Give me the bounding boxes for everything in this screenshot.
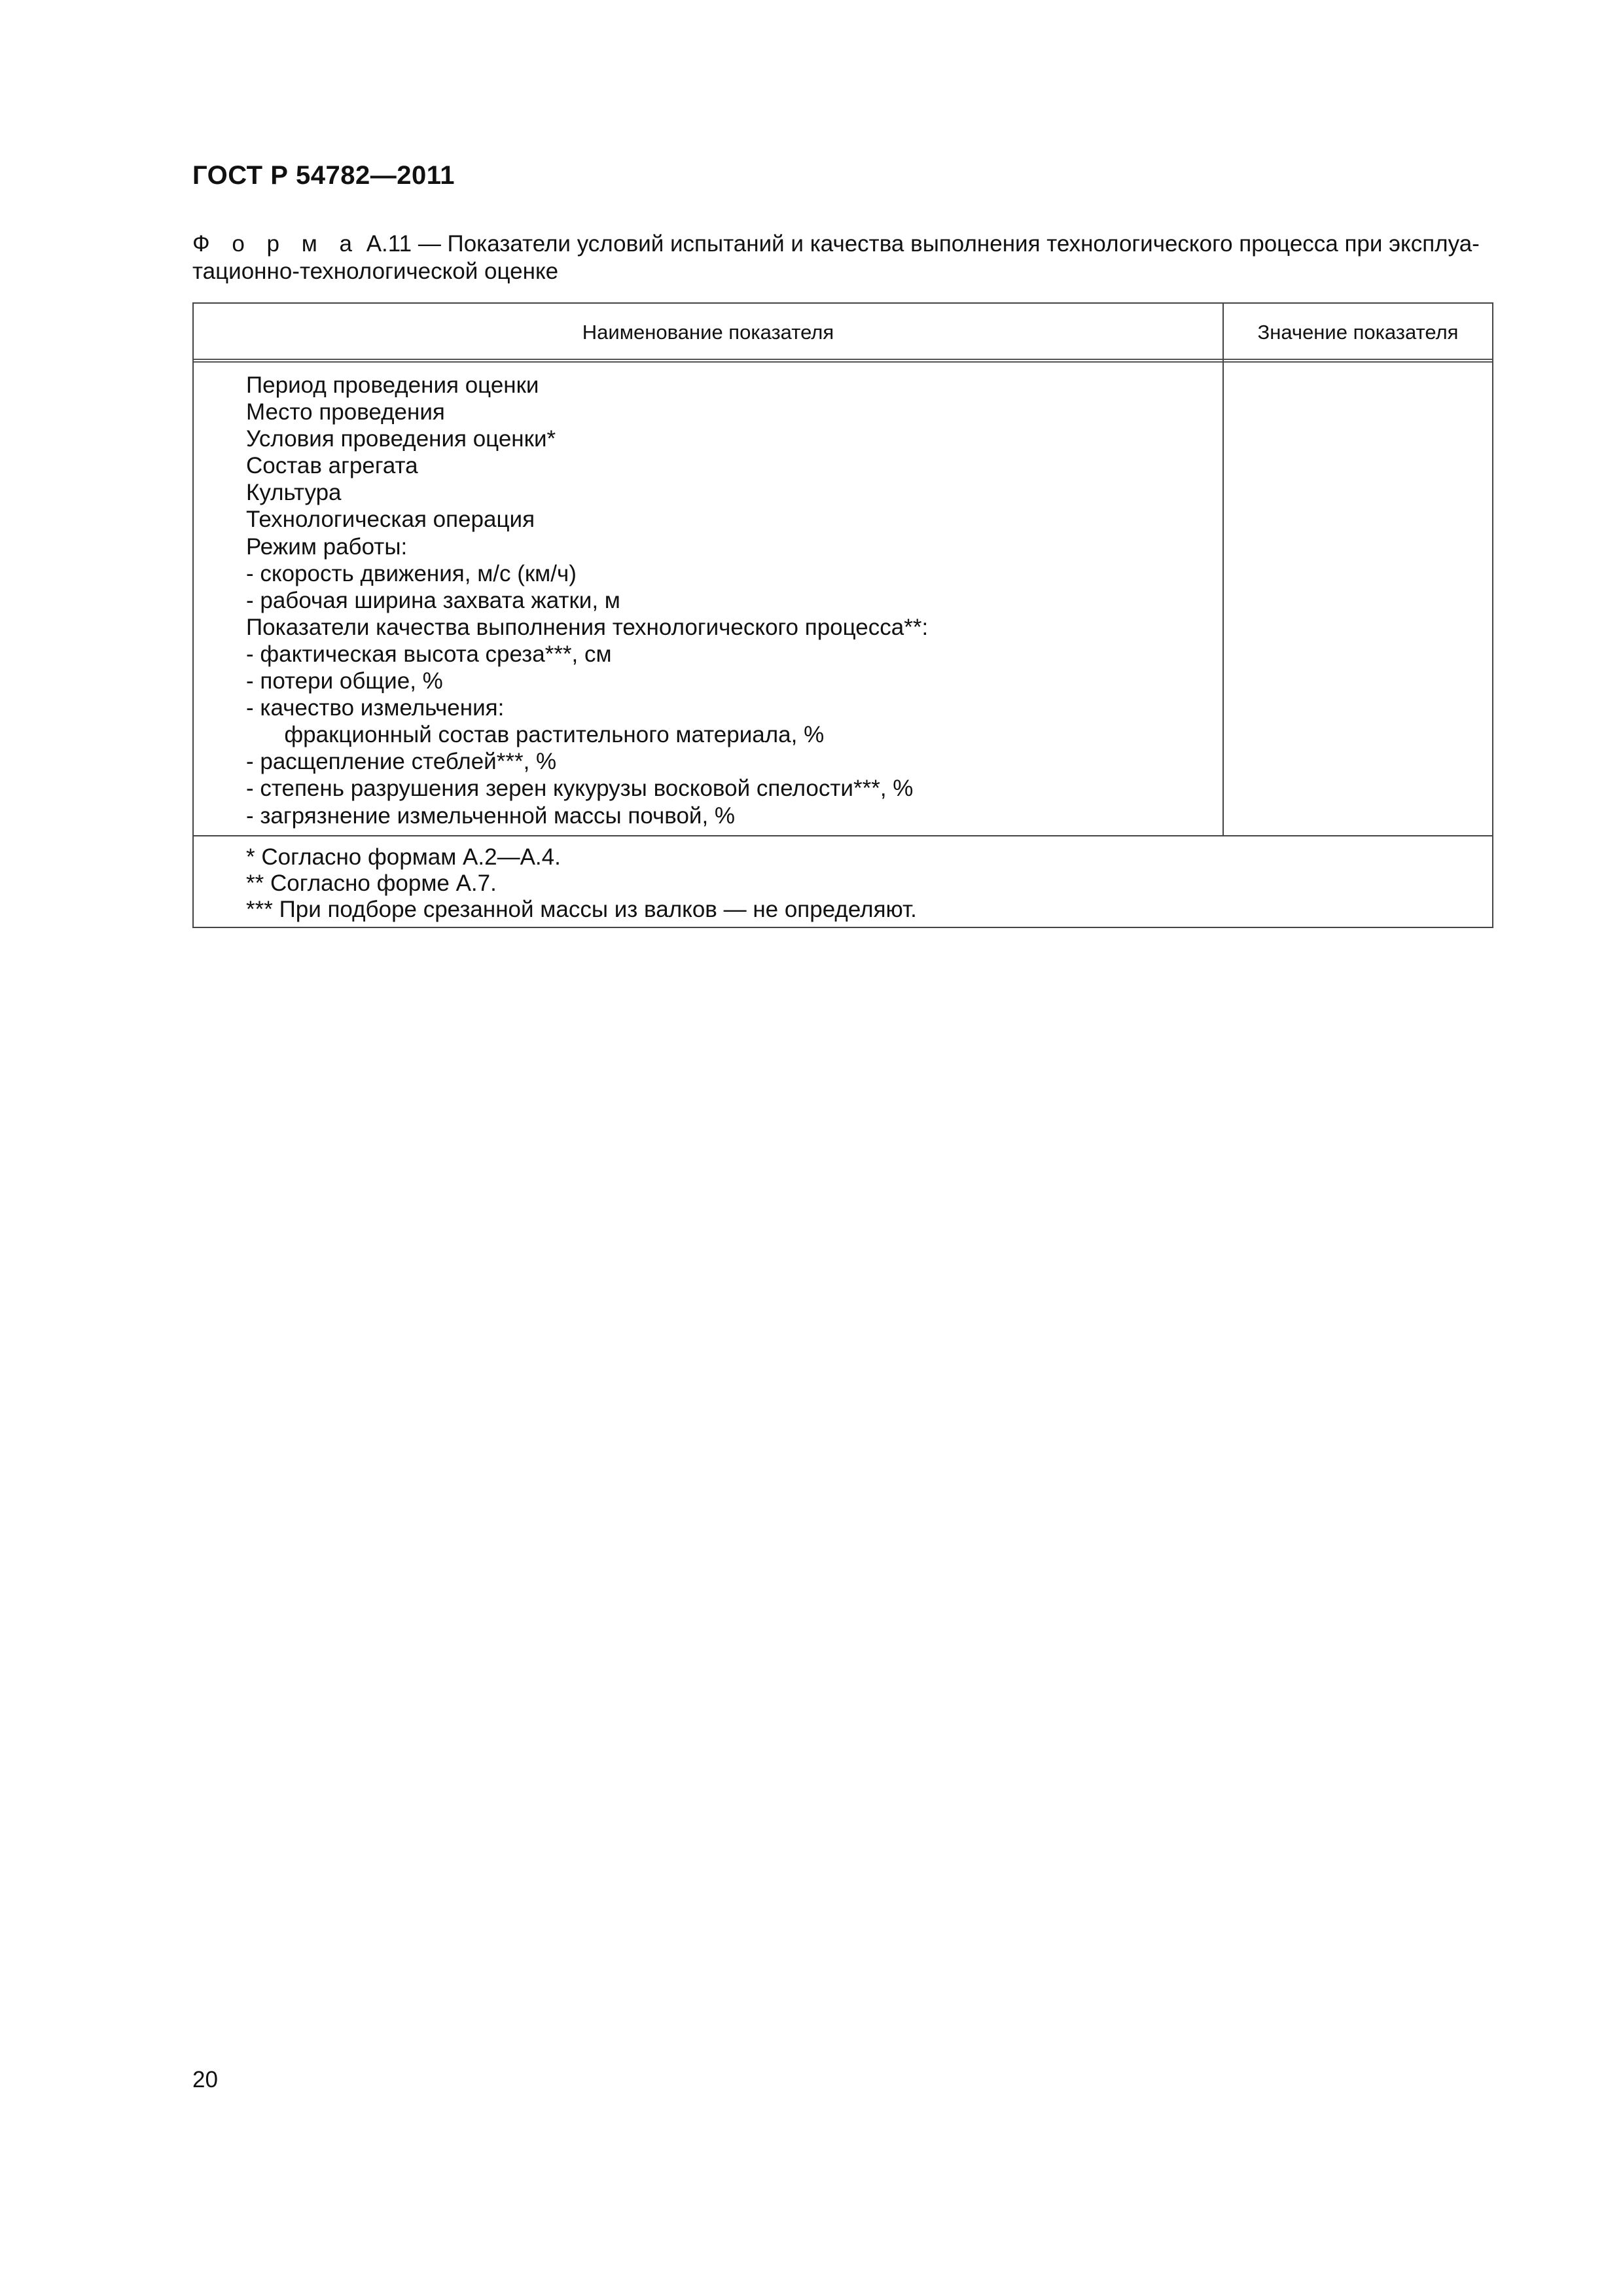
footnote-separator [194, 835, 1492, 836]
list-item: Место проведения [246, 399, 445, 425]
form-caption [192, 230, 1501, 285]
header-indicator-value: Значение показателя [1257, 321, 1459, 344]
indicators-table [192, 302, 1493, 928]
page-number: 20 [192, 2067, 218, 2092]
list-item: - фактическая высота среза***, см [246, 641, 612, 667]
indicator-list [246, 372, 1202, 829]
list-item: Культура [246, 480, 342, 506]
list-item: - потери общие, % [246, 668, 443, 694]
list-item: Состав агрегата [246, 453, 418, 479]
footnote-item: ** Согласно форме А.7. [246, 870, 497, 896]
form-caption-line2: тационно-технологической оценке [192, 259, 559, 284]
list-item: - степень разрушения зерен кукурузы восковой спелости***, % [246, 776, 914, 802]
footnote-item: * Согласно формам А.2—А.4. [246, 844, 561, 870]
list-item: Условия проведения оценки* [246, 426, 556, 452]
list-item: - расщепление стеблей***, % [246, 749, 557, 775]
list-item: Показатели качества выполнения технологического процесса**: [246, 614, 929, 640]
list-item: - рабочая ширина захвата жатки, м [246, 587, 620, 613]
footnotes [246, 844, 1424, 923]
list-item: - скорость движения, м/с (км/ч) [246, 560, 577, 586]
form-caption-line1: А.11 — Показатели условий испытаний и качества выполнения технологического процесса при эксплуа- [359, 231, 1480, 257]
form-caption-prefix: Ф о р м а [192, 231, 360, 257]
column-divider [1222, 304, 1224, 836]
footnote-item: *** При подборе срезанной массы из валков — не определяют. [246, 897, 917, 922]
list-item: - загрязнение измельченной массы почвой, % [246, 802, 736, 829]
list-item: Период проведения оценки [246, 372, 539, 398]
list-item: фракционный состав растительного материала, % [246, 722, 825, 748]
table-header-row [194, 304, 1492, 363]
list-item: Режим работы: [246, 533, 408, 560]
header-indicator-name: Наименование показателя [582, 321, 834, 344]
list-item: Технологическая операция [246, 507, 535, 533]
standard-id-header: ГОСТ Р 54782—2011 [192, 161, 455, 190]
list-item: - качество измельчения: [246, 695, 505, 721]
